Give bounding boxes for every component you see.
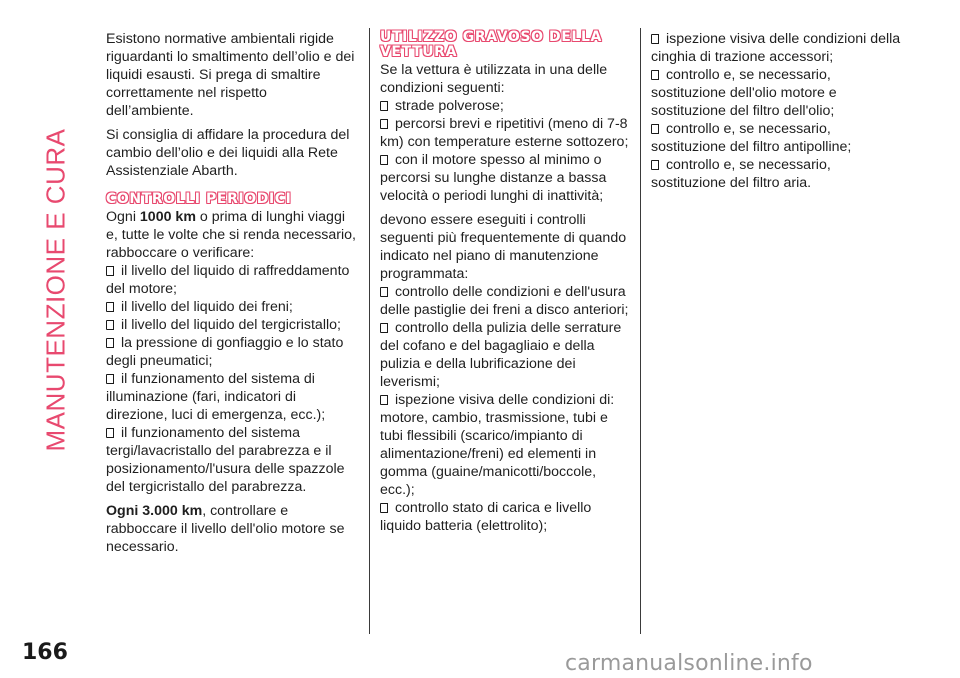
list-item-text: controllo e, se necessario, sostituzione dell'olio motore e sostituzione del filtro dell'olio;	[651, 67, 837, 119]
list-item	[651, 156, 901, 192]
text-column-1	[106, 30, 358, 562]
list-item	[106, 298, 358, 316]
list-item	[380, 283, 630, 319]
list-item-text: percorsi brevi e ripetitivi (meno di 7-8 km) con temperature esterne sottozero;	[380, 116, 629, 150]
paragraph-every-1000km	[106, 208, 358, 262]
intro-text: Ogni	[106, 209, 140, 225]
list-item-text: controllo e, se necessario, sostituzione del filtro aria.	[651, 157, 831, 191]
heading-periodic-checks: CONTROLLI PERIODICI	[106, 191, 292, 207]
interval-3000km: Ogni 3.000 km	[106, 503, 203, 519]
list-item-text: la pressione di gonfiaggio e lo stato degli pneumatici;	[106, 335, 344, 369]
paragraph-environment: Esistono normative ambientali rigide riguardanti lo smaltimento dell’olio e dei liquidi esausti. Si prega di smaltire correttamente nel rispetto dell’ambiente.	[106, 31, 355, 119]
list-item	[106, 334, 358, 370]
paragraph-every-3000km	[106, 502, 358, 556]
list-item	[380, 391, 630, 499]
list-item	[106, 316, 358, 334]
section-side-title-text: MANUTENZIONE E CURA	[40, 128, 71, 452]
list-item	[651, 66, 901, 120]
list-item-text: ispezione visiva delle condizioni di: motore, cambio, trasmissione, tubi e tubi flessibili (scarico/impianto di alimentazione/freni) ed elementi in gomma (guaine/manicotti/boccole, ecc.);	[380, 392, 615, 498]
paragraph-network: Si consiglia di affidare la procedura del cambio dell’olio e dei liquidi alla Rete Assistenziale Abarth.	[106, 127, 350, 179]
list-item-text: strade polverose;	[394, 98, 504, 114]
list-item	[651, 30, 901, 66]
list-item-text: il funzionamento del sistema tergi/lavacristallo del parabrezza e il posizionamento/l'usura delle spazzole del tergicristallo del parabrezza.	[106, 425, 345, 495]
checkbox-bullet-icon	[651, 160, 659, 170]
checkbox-bullet-icon	[106, 338, 114, 348]
list-item	[106, 424, 358, 496]
text-column-3	[651, 30, 901, 192]
list-item-text: controllo delle condizioni e dell'usura delle pastiglie dei freni a disco anteriori;	[380, 284, 629, 318]
interval-1000km: 1000 km	[139, 209, 196, 225]
list-item-text: il funzionamento del sistema di illuminazione (fari, indicatori di direzione, luci di emergenza, ecc.);	[106, 371, 326, 423]
checkbox-bullet-icon	[380, 101, 388, 111]
list-item	[380, 151, 630, 205]
list-item-text: con il motore spesso al minimo o percorsi su lunghe distanze a bassa velocità o periodi lunghi di inattività;	[380, 152, 607, 204]
list-item	[651, 120, 901, 156]
checkbox-bullet-icon	[651, 70, 659, 80]
paragraph-checks-frequency: devono essere eseguiti i controlli seguenti più frequentemente di quando indicato nel piano di manutenzione programmata:	[380, 212, 627, 282]
watermark-text: carmanualsonline.info	[565, 651, 813, 676]
list-item-text: il livello del liquido dei freni;	[120, 299, 293, 315]
checkbox-bullet-icon	[106, 266, 114, 276]
paragraph-conditions: Se la vettura è utilizzata in una delle condizioni seguenti:	[380, 62, 608, 96]
checkbox-bullet-icon	[380, 395, 388, 405]
list-item-text: controllo della pulizia delle serrature del cofano e del bagagliaio e della pulizia e della lubrificazione dei leverismi;	[380, 320, 622, 390]
checkbox-bullet-icon	[380, 287, 388, 297]
column-divider-2	[640, 28, 641, 634]
column-divider-1	[369, 28, 370, 634]
checkbox-bullet-icon	[651, 124, 659, 134]
list-item-text: controllo stato di carica e livello liquido batteria (elettrolito);	[380, 500, 592, 534]
checkbox-bullet-icon	[106, 302, 114, 312]
heading-heavy-use: UTILIZZO GRAVOSO DELLA VETTURA	[380, 29, 602, 60]
list-item	[380, 319, 630, 391]
checkbox-bullet-icon	[380, 155, 388, 165]
checkbox-bullet-icon	[106, 320, 114, 330]
checkbox-bullet-icon	[380, 503, 388, 513]
list-item	[380, 97, 630, 115]
list-item-text: ispezione visiva delle condizioni della cinghia di trazione accessori;	[651, 31, 901, 65]
list-item-text: il livello del liquido di raffreddamento del motore;	[106, 263, 350, 297]
list-item-text: controllo e, se necessario, sostituzione del filtro antipolline;	[651, 121, 852, 155]
checkbox-bullet-icon	[651, 34, 659, 44]
list-item	[380, 499, 630, 535]
paragraph-text: , controllare e rabboccare il livello dell'olio motore se necessario.	[106, 503, 345, 555]
list-item	[106, 370, 358, 424]
list-item	[106, 262, 358, 298]
text-column-2	[380, 30, 630, 535]
checkbox-bullet-icon	[106, 428, 114, 438]
page-number: 166	[22, 640, 68, 665]
checkbox-bullet-icon	[380, 323, 388, 333]
checkbox-bullet-icon	[106, 374, 114, 384]
checkbox-bullet-icon	[380, 119, 388, 129]
intro-text-cont: o prima di lunghi viaggi e, tutte le volte che si renda necessario, rabboccare o verificare:	[106, 209, 356, 261]
list-item-text: il livello del liquido del tergicristallo;	[120, 317, 341, 333]
list-item	[380, 115, 630, 151]
